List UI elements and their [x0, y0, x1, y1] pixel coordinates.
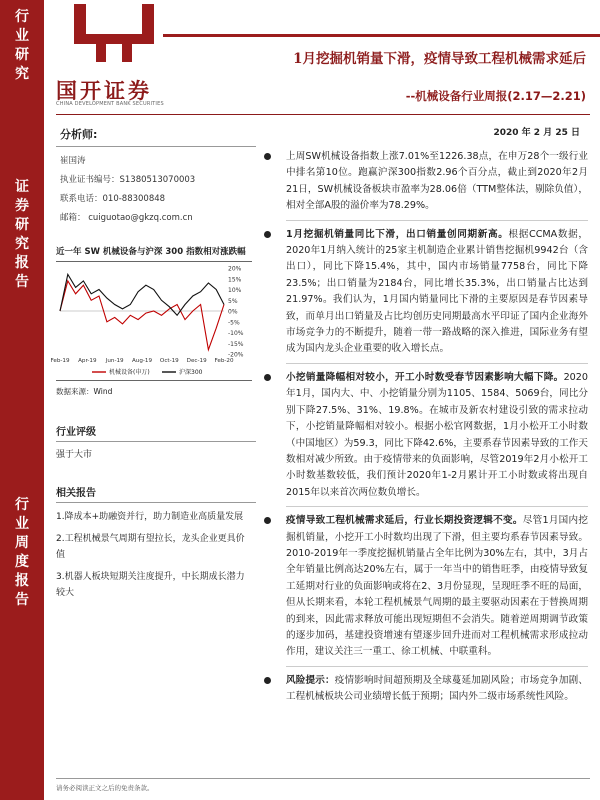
- sidebar-char: 研: [15, 47, 29, 63]
- sidebar-char: 报: [15, 255, 29, 271]
- summary-paragraph: [258, 149, 588, 215]
- x-tick-label: Oct-19: [159, 358, 179, 364]
- legend-label: 沪深300: [179, 369, 203, 376]
- sidebar-char: 究: [15, 66, 29, 82]
- sidebar-top-label: [0, 8, 44, 84]
- sidebar-char: 行: [15, 497, 29, 513]
- sidebar-mid-label: [0, 178, 44, 292]
- x-tick-label: Aug-19: [131, 358, 153, 364]
- paragraph-text: 根据CCMA数据，2020年1月纳入统计的25家主机制造企业累计销售挖掘机9942台（含出口），同比下降15.4%，其中，国内市场销量7758台，同比下降23.5%；出口销量为2184台，同比增长35.3%，出口销量占比达到21.97%。我们认为，1月国内销量同比下滑的主要原因是春节因素导致，而单月出口销量及占比均创历史同期最高水平印证了国内企业海外市场竞争力的不断提升，随着一带一路战略的深入推进，国际业务有望成为国内龙头企业重要的收入增长点。: [286, 228, 588, 355]
- paragraph-lead: 1月挖掘机销量同比下滑，出口销量创同期新高。: [286, 228, 509, 240]
- paragraph-lead: 疫情导致工程机械需求延后，行业长期投资逻辑不变。: [286, 515, 523, 527]
- y-tick-label: 5%: [228, 297, 238, 305]
- title-divider: [56, 114, 590, 115]
- left-side-band: [0, 0, 44, 800]
- analyst-name: 崔国涛: [60, 156, 86, 166]
- y-tick-label: -5%: [228, 319, 240, 327]
- y-tick-label: 0%: [228, 308, 238, 316]
- y-tick-label: 15%: [228, 276, 242, 284]
- x-tick-label: Dec-19: [186, 358, 207, 364]
- bullet-icon: [264, 231, 271, 238]
- related-label: 相关报告: [56, 488, 96, 499]
- sidebar-char: 究: [15, 236, 29, 252]
- bullet-icon: [264, 677, 271, 684]
- outlook-paragraph: [258, 513, 588, 661]
- sidebar-char: 业: [15, 516, 29, 532]
- paragraph-divider: [286, 506, 588, 507]
- bullet-icon: [264, 374, 271, 381]
- paragraph-divider: [286, 666, 588, 667]
- paragraph-lead: 风险提示：: [286, 674, 335, 686]
- sidebar-char: 证: [15, 179, 29, 195]
- sidebar-char: 券: [15, 198, 29, 214]
- paragraph-text: 上周SW机械设备指数上涨7.01%至1226.38点，在申万28个一级行业中排名第10位。跑赢沪深300指数2.96个百分点，截止到2020年2月21日，SW机械设备板块市盈率为28.06倍（TTM整体法，剔除负值），相对全部A股的溢价率为78.29%。: [286, 151, 588, 212]
- sidebar-char: 度: [15, 554, 29, 570]
- bullet-icon: [264, 153, 271, 160]
- related-report-link[interactable]: 2.工程机械景气周期有望拉长，龙头企业更具价值: [56, 534, 245, 560]
- related-report-link[interactable]: 3.机器人板块短期关注度提升，中长期成长潜力较大: [56, 572, 245, 598]
- rating-divider: [56, 441, 256, 442]
- header-top-rule: [163, 34, 600, 37]
- footer-disclaimer: 请务必阅读正文之后的免责条款。: [56, 784, 154, 792]
- chart-container: [50, 261, 252, 381]
- sidebar-char: 业: [15, 28, 29, 44]
- x-tick-label: Apr-19: [78, 358, 97, 364]
- brand-name: 国开证券: [56, 78, 152, 103]
- left-column: [50, 120, 256, 601]
- analyst-phone: 联系电话：010-88300848: [60, 194, 166, 204]
- bullet-icon: [264, 517, 271, 524]
- sidebar-char: 周: [15, 535, 29, 551]
- paragraph-lead: 小挖销量降幅相对较小，开工小时数受春节因素影响大幅下降。: [286, 371, 564, 383]
- sidebar-char: 告: [15, 592, 29, 608]
- sidebar-char: 报: [15, 573, 29, 589]
- footer-divider: [56, 778, 590, 779]
- sidebar-char: 告: [15, 274, 29, 290]
- analyst-email: 邮箱： cuiguotao@gkzq.com.cn: [60, 213, 193, 223]
- small-excavator-paragraph: [258, 370, 588, 501]
- x-tick-label: Feb-19: [50, 358, 70, 364]
- analyst-label: 分析师:: [60, 128, 98, 141]
- analyst-contact: [60, 156, 256, 223]
- report-title: 1月挖掘机销量下滑，疫情导致工程机械需求延后: [293, 51, 586, 67]
- sidebar-char: 行: [15, 9, 29, 25]
- legend-label: 机械设备(申万): [109, 369, 150, 376]
- analyst-divider: [56, 146, 256, 147]
- chart-source: 数据来源：Wind: [56, 387, 113, 396]
- x-tick-label: Jun-19: [105, 358, 124, 364]
- brand-logo-icon: [66, 2, 162, 64]
- related-divider: [56, 502, 256, 503]
- paragraph-divider: [286, 363, 588, 364]
- sidebar-char: 研: [15, 217, 29, 233]
- paragraph-text: 疫情影响时间超预期及全球蔓延加剧风险；市场竞争加剧、工程机械板块公司业绩增长低于预期；国内外二级市场系统性风险。: [286, 674, 588, 703]
- related-report-link[interactable]: 1.降成本+助融资并行，助力制造业高质量发展: [56, 512, 244, 522]
- y-tick-label: -10%: [228, 330, 244, 337]
- y-tick-label: 20%: [228, 265, 242, 273]
- excavator-sales-paragraph: [258, 227, 588, 358]
- report-subtitle: --机械设备行业周报(2.17—2.21): [405, 89, 586, 103]
- risk-paragraph: [258, 673, 588, 706]
- series-line: [60, 281, 224, 350]
- paragraph-text: 尽管1月国内挖掘机销量，小挖开工小时数均出现了下滑，但主要均系春节因素导致。2010-2019年一季度挖掘机销量占全年比例为30%左右，其中，3月占全年销量比例高达20%左右，属于一年当中的销售旺季，由疫情导致复工延期对行业的负面影响或将在2、3月份显现，呈现旺季不旺的局面，但从长期来看，本轮工程机械景气周期的最主要驱动因素在于替换周期的到来，因此需求释放可能出现短期但不会消失。随着逆周期调节政策的逐步加码，基建投资增速有望逐步回升进而对工程机械需求形成拉动作用，建议关注三一重工、徐工机械、中联重科。: [286, 515, 589, 658]
- analyst-license: 执业证书编号：S1380513070003: [60, 175, 196, 185]
- report-date: 2020 年 2 月 25 日: [493, 128, 580, 138]
- paragraph-divider: [286, 220, 588, 221]
- rating-value: 强于大市: [56, 450, 93, 460]
- paragraph-text: 2020年1月，国内大、中、小挖销量分别为1105、1584、5069台，同比分别下降27.5%、31%、19.8%。在城市及新农村建设引致的需求拉动下，小挖销量降幅相对较小。根据小松官网数据，1月小松开工小时数（中国地区）为59.3，同比下降42.6%，主要系春节因素导致的工作天数相对减少所致。由于疫情带来的负面影响，尽管2019年2月小松开工小时数基数较低，我们预计2020年1-2月累计开工小时数或将出现自2015年以来首次两位数负增长。: [286, 371, 588, 498]
- rating-label: 行业评级: [56, 427, 96, 438]
- chart-title: 近一年 SW 机械设备与沪深 300 指数相对涨跌幅: [56, 247, 246, 257]
- sidebar-bottom-label: [0, 496, 44, 610]
- relative-performance-chart: [50, 262, 252, 382]
- report-body: [258, 149, 588, 706]
- brand-subname: CHINA DEVELOPMENT BANK SECURITIES: [56, 101, 164, 107]
- y-tick-label: -20%: [228, 351, 244, 359]
- y-tick-label: 10%: [228, 287, 242, 294]
- x-tick-label: Feb-20: [214, 358, 234, 364]
- series-line: [60, 274, 224, 315]
- y-tick-label: -15%: [228, 340, 244, 348]
